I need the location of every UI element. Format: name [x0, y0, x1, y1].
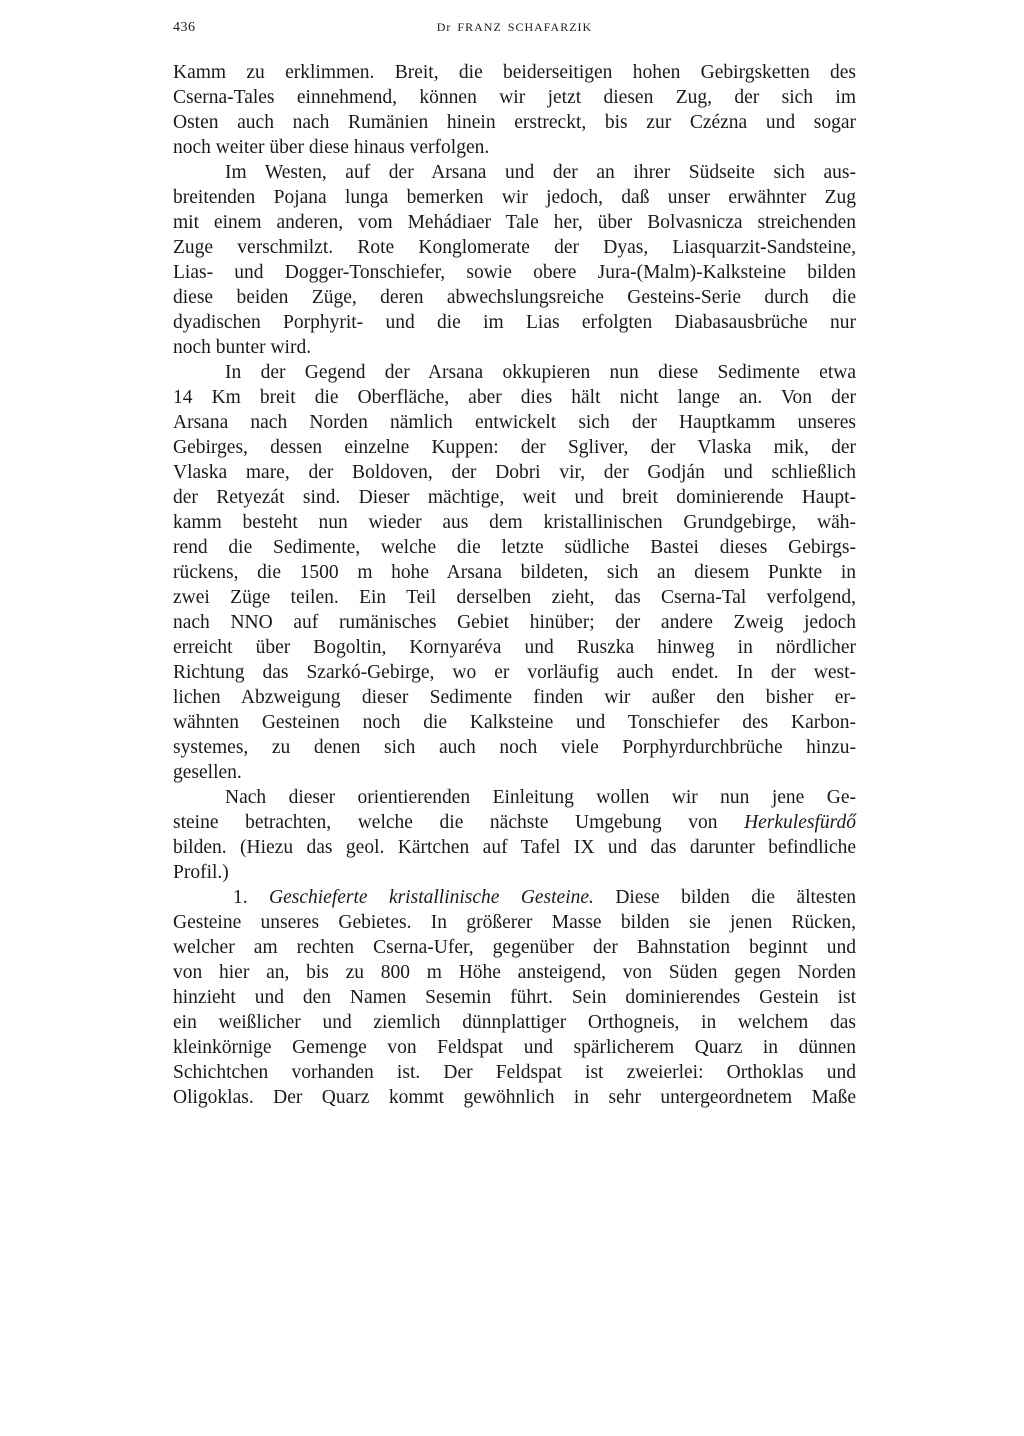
text-line: mit einem anderen, vom Mehádiaer Tale her, über Bolvasnicza streichenden	[173, 212, 856, 233]
text-line: wähnten Gesteinen noch die Kalksteine und Tonschiefer des Karbon-	[173, 712, 856, 733]
text-line: von hier an, bis zu 800 m Höhe ansteigend, von Süden gegen Norden	[173, 962, 856, 983]
text-line: Im Westen, auf der Arsana und der an ihrer Südseite sich aus-	[225, 162, 856, 183]
text-line: Gesteine unseres Gebietes. In größerer Masse bilden sie jenen Rücken,	[173, 912, 856, 933]
text-segment: steine betrachten, welche die nächste Umgebung von	[173, 812, 718, 833]
running-head: Dr FRANZ SCHAFARZIK	[436, 20, 593, 34]
text-line: Schichtchen vorhanden ist. Der Feldspat ist zweierlei: Orthoklas und	[173, 1062, 856, 1083]
text-line: bilden. (Hiezu das geol. Kärtchen auf Tafel IX und das darunter befindliche	[173, 837, 856, 858]
text-line: Oligoklas. Der Quarz kommt gewöhnlich in sehr untergeordnetem Maße	[173, 1087, 856, 1108]
place-name-italic: Herkulesfürdő	[744, 812, 856, 833]
section-number: 1.	[233, 887, 248, 908]
text-line: 14 Km breit die Oberfläche, aber dies hält nicht lange an. Von der	[173, 387, 856, 408]
text-line: zwei Züge teilen. Ein Teil derselben zieht, das Cserna-Tal verfolgend,	[173, 587, 856, 608]
text-line: dyadischen Porphyrit- und die im Lias erfolgten Diabasausbrüche nur	[173, 312, 856, 333]
text-line: diese beiden Züge, deren abwechslungsreiche Gesteins-Serie durch die	[173, 287, 856, 308]
text-line: Osten auch nach Rumänien hinein erstreckt, bis zur Czézna und sogar	[173, 112, 856, 133]
text-line: rend die Sedimente, welche die letzte südliche Bastei dieses Gebirgs-	[173, 537, 856, 558]
text-line: kamm besteht nun wieder aus dem kristallinischen Grundgebirge, wäh-	[173, 512, 856, 533]
text-line: welcher am rechten Cserna-Ufer, gegenüber der Bahnstation beginnt und	[173, 937, 856, 958]
text-line: Gebirges, dessen einzelne Kuppen: der Sgliver, der Vlaska mik, der	[173, 437, 856, 458]
text-line: Richtung das Szarkó-Gebirge, wo er vorläufig auch endet. In der west-	[173, 662, 856, 683]
text-line: Nach dieser orientierenden Einleitung wollen wir nun jene Ge-	[225, 787, 856, 808]
text-line: Arsana nach Norden nämlich entwickelt sich der Hauptkamm unseres	[173, 412, 856, 433]
text-line: In der Gegend der Arsana okkupieren nun diese Sedimente etwa	[225, 362, 856, 383]
text-line: erreicht über Bogoltin, Kornyaréva und Ruszka hinweg in nördlicher	[173, 637, 856, 658]
section-heading-line	[173, 885, 856, 910]
text-line: der Retyezát sind. Dieser mächtige, weit und breit dominierende Haupt-	[173, 487, 856, 508]
text-line: Lias- und Dogger-Tonschiefer, sowie obere Jura-(Malm)-Kalksteine bilden	[173, 262, 856, 283]
text-line: lichen Abzweigung dieser Sedimente finden wir außer den bisher er-	[173, 687, 856, 708]
text-segment: Diese bilden die ältesten	[615, 887, 856, 908]
text-line: rückens, die 1500 m hohe Arsana bildeten, sich an diesem Punkte in	[173, 562, 856, 583]
text-line: nach NNO auf rumänisches Gebiet hinüber; der andere Zweig jedoch	[173, 612, 856, 633]
section-title: Geschieferte kristallinische Gesteine.	[269, 887, 594, 908]
text-line: Kamm zu erklimmen. Breit, die beiderseitigen hohen Gebirgsketten des	[173, 62, 856, 83]
text-line: systemes, zu denen sich auch noch viele Porphyrdurchbrüche hinzu-	[173, 737, 856, 758]
text-line	[173, 810, 856, 835]
page-header	[173, 20, 856, 44]
text-line: gesellen.	[173, 762, 242, 783]
body-text	[173, 60, 856, 1110]
text-line: ein weißlicher und ziemlich dünnplattiger Orthogneis, in welchem das	[173, 1012, 856, 1033]
page-number: 436	[173, 20, 196, 35]
text-line: noch bunter wird.	[173, 337, 312, 358]
text-line: noch weiter über diese hinaus verfolgen.	[173, 137, 490, 158]
text-line: hinzieht und den Namen Sesemin führt. Sein dominierendes Gestein ist	[173, 987, 856, 1008]
text-line: Cserna-Tales einnehmend, können wir jetzt diesen Zug, der sich im	[173, 87, 856, 108]
text-line: Vlaska mare, der Boldoven, der Dobri vir, der Godján und schließlich	[173, 462, 856, 483]
text-line: Zuge verschmilzt. Rote Konglomerate der Dyas, Liasquarzit-Sandsteine,	[173, 237, 856, 258]
text-line: Profil.)	[173, 862, 229, 883]
text-line: breitenden Pojana lunga bemerken wir jedoch, daß unser erwähnter Zug	[173, 187, 856, 208]
text-line: kleinkörnige Gemenge von Feldspat und spärlicherem Quarz in dünnen	[173, 1037, 856, 1058]
